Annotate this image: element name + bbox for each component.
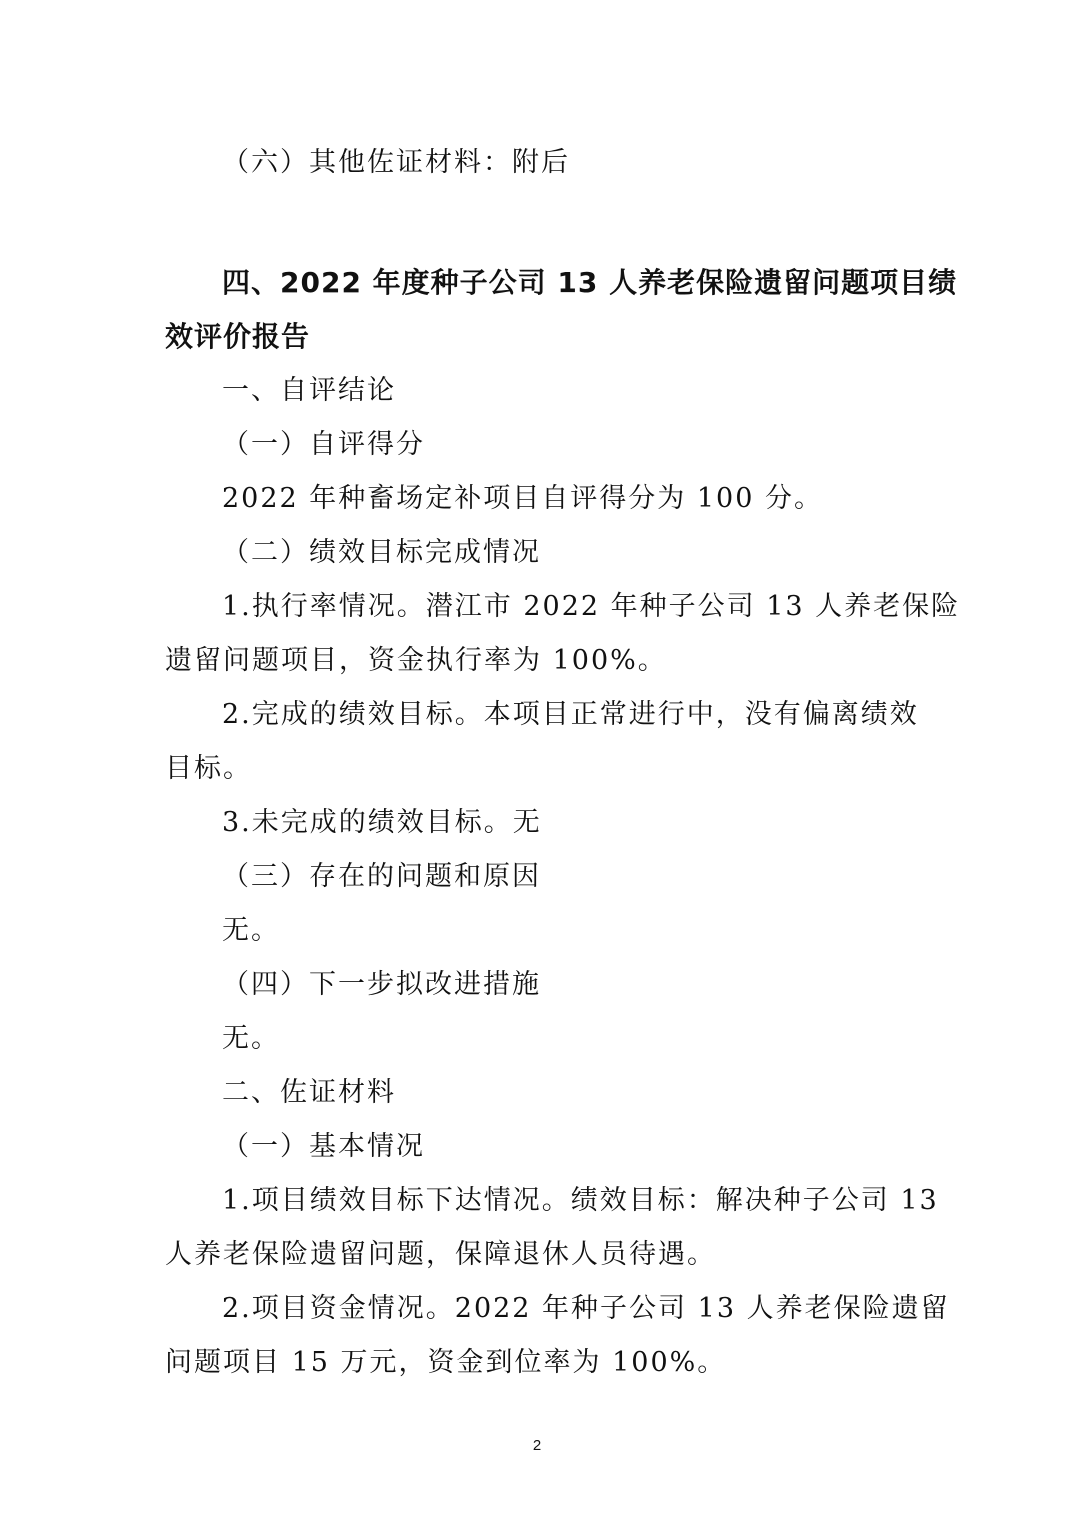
goal-issuance-line-1: 1.项目绩效目标下达情况。绩效目标：解决种子公司 13 — [222, 1185, 939, 1216]
self-evaluation-score-heading: （一）自评得分 — [222, 429, 425, 460]
self-evaluation-conclusion-heading: 一、自评结论 — [222, 375, 396, 406]
section-6-other-materials: （六）其他佐证材料：附后 — [222, 147, 570, 178]
improvement-measures-heading: （四）下一步拟改进措施 — [222, 969, 541, 1000]
supporting-materials-heading: 二、佐证材料 — [222, 1077, 396, 1108]
project-funds-line-1: 2.项目资金情况。2022 年种子公司 13 人养老保险遗留 — [222, 1293, 950, 1324]
uncompleted-goals-text: 3.未完成的绩效目标。无 — [222, 807, 542, 838]
completed-goals-line-1: 2.完成的绩效目标。本项目正常进行中，没有偏离绩效 — [222, 699, 919, 730]
self-evaluation-score-text: 2022 年种畜场定补项目自评得分为 100 分。 — [222, 483, 823, 514]
performance-goal-completion-heading: （二）绩效目标完成情况 — [222, 537, 541, 568]
project-funds-line-2: 问题项目 15 万元，资金到位率为 100%。 — [165, 1347, 727, 1378]
basic-situation-heading: （一）基本情况 — [222, 1131, 425, 1162]
page-number: 2 — [532, 1437, 542, 1454]
improvement-measures-text: 无。 — [222, 1023, 280, 1054]
completed-goals-line-2: 目标。 — [165, 753, 252, 784]
execution-rate-line-2: 遗留问题项目，资金执行率为 100%。 — [165, 645, 667, 676]
execution-rate-line-1: 1.执行率情况。潜江市 2022 年种子公司 13 人养老保险 — [222, 591, 961, 622]
problems-and-causes-heading: （三）存在的问题和原因 — [222, 861, 541, 892]
report-title-line-1: 四、2022 年度种子公司 13 人养老保险遗留问题项目绩 — [222, 266, 958, 299]
goal-issuance-line-2: 人养老保险遗留问题，保障退休人员待遇。 — [165, 1239, 716, 1270]
problems-and-causes-text: 无。 — [222, 915, 280, 946]
report-title-line-2: 效评价报告 — [165, 320, 311, 353]
